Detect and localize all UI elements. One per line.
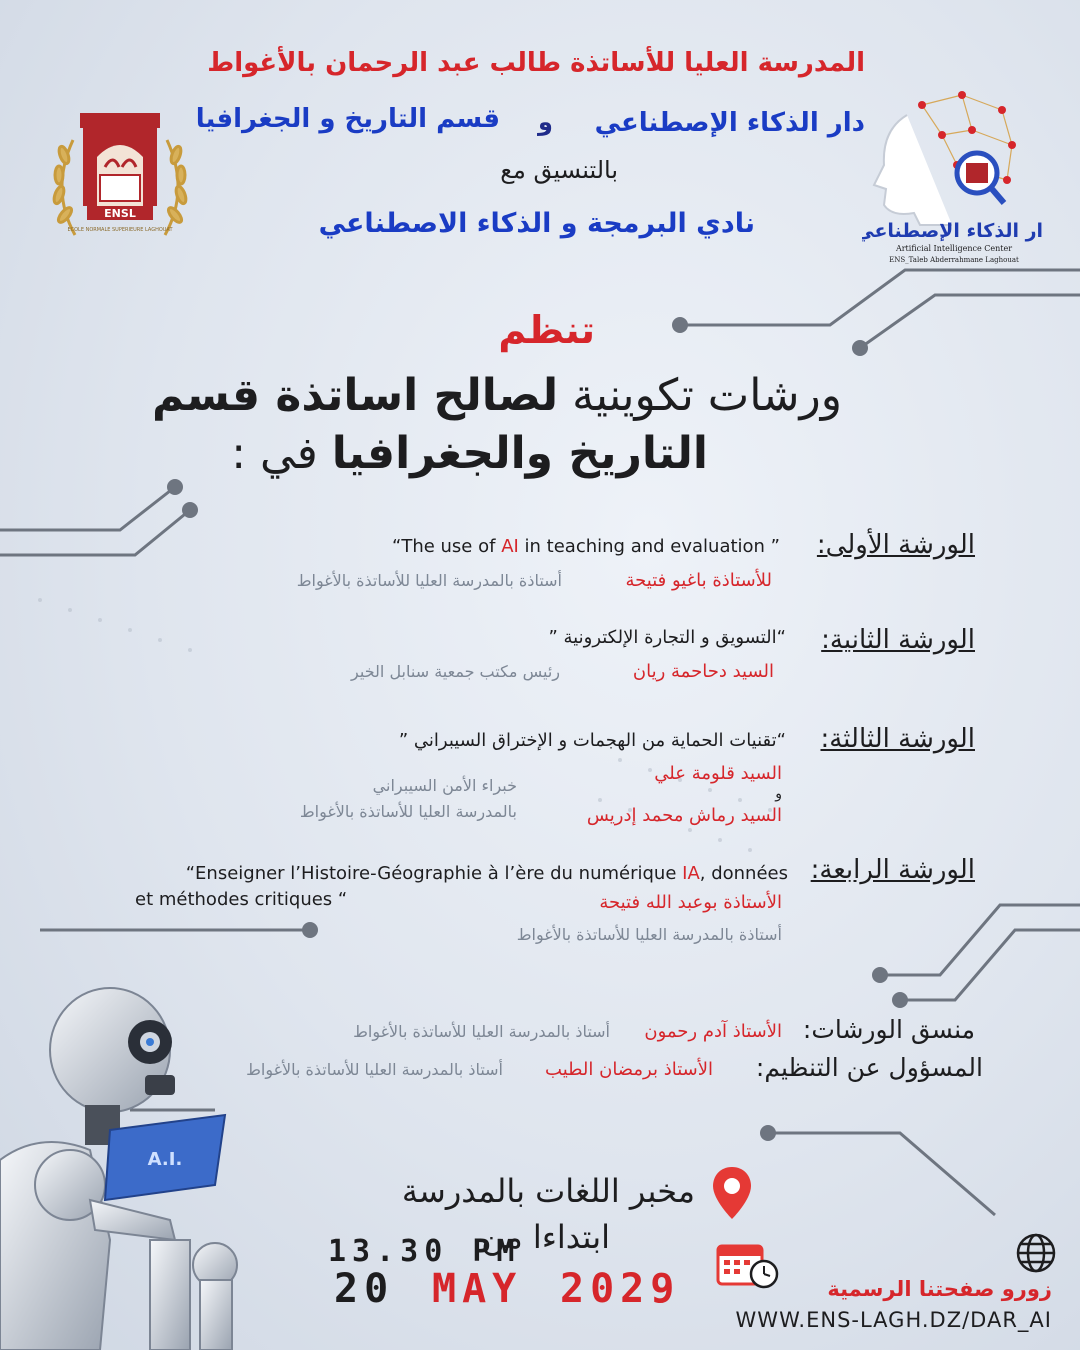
intro-line-2 bbox=[231, 428, 708, 479]
workshop-1-topic-ai: AI bbox=[501, 536, 519, 557]
ai-center-logo bbox=[862, 85, 1042, 265]
ensl-logo-caption: ECOLE NORMALE SUPERIEURE LAGHOUAT bbox=[67, 227, 173, 233]
and-connector: و bbox=[538, 108, 553, 136]
event-year: 2029 bbox=[560, 1266, 681, 1312]
workshop-1-role: أستاذة بالمدرسة العليا للأساتذة بالأغواط bbox=[296, 571, 562, 590]
workshop-4-presenter: الأستاذة بوعبد الله فتيحة bbox=[599, 892, 782, 913]
workshop-1-presenter: للأستاذة باغيو فتيحة bbox=[625, 570, 772, 591]
workshop-2-topic: “التسويق و التجارة الإلكترونية ” bbox=[548, 627, 786, 648]
coordinator-label: منسق الورشات: bbox=[802, 1015, 975, 1044]
ai-logo-en-2: ENS_Taleb Abderrahmane Laghouat bbox=[889, 256, 1019, 264]
workshop-4-topic-line-2: et méthodes critiques “ bbox=[135, 889, 348, 910]
workshop-3-and: و bbox=[775, 786, 782, 802]
coordinator-name: الأستاذ آدم رحمون bbox=[644, 1021, 782, 1042]
footer-url[interactable]: WWW.ENS-LAGH.DZ/DAR_AI bbox=[735, 1308, 1052, 1332]
intro-line-2-regular: في : bbox=[231, 428, 318, 479]
ai-logo-en-1: Artificial Intelligence Center bbox=[895, 244, 1013, 253]
event-month: MAY bbox=[432, 1266, 523, 1312]
responsible-role: أستاذ بالمدرسة العليا للأساتذة بالأغواط bbox=[246, 1060, 503, 1079]
ensl-logo-text: ENSL bbox=[104, 207, 136, 220]
coordination-text: بالتنسيق مع bbox=[500, 156, 618, 184]
event-time: 13.30 PM bbox=[328, 1234, 521, 1269]
workshop-2-role: رئيس مكتب جمعية سنابل الخير bbox=[351, 662, 560, 681]
event-location: مخبر اللغات بالمدرسة bbox=[401, 1172, 695, 1210]
responsible-name: الأستاذ برمضان الطيب bbox=[545, 1059, 713, 1080]
partner-ai-name: دار الذكاء الإصطناعي bbox=[594, 108, 865, 138]
workshop-2-presenter: السيد دحاحمة ريان bbox=[632, 661, 774, 682]
workshop-2-title: الورشة الثانية: bbox=[821, 625, 975, 655]
workshop-3-topic: “تقنيات الحماية من الهجمات و الإختراق السيبراني ” bbox=[398, 730, 786, 751]
workshop-1-title: الورشة الأولى: bbox=[816, 530, 975, 560]
workshop-3-title: الورشة الثالثة: bbox=[820, 724, 975, 754]
ai-logo-arabic: دار الذكاء الإصطناعي bbox=[862, 220, 1042, 242]
intro-line-1-regular: ورشات تكوينية bbox=[572, 370, 842, 421]
footer-visit-text: زورو صفحتنا الرسمية bbox=[827, 1277, 1052, 1301]
workshop-4-topic-line-1 bbox=[186, 863, 788, 884]
workshop-4-title: الورشة الرابعة: bbox=[810, 855, 975, 885]
workshop-1-topic bbox=[392, 536, 780, 557]
event-day: 20 bbox=[334, 1266, 395, 1312]
school-name: المدرسة العليا للأساتذة طالب عبد الرحمان بالأغواط bbox=[207, 48, 865, 78]
responsible-label: المسؤول عن التنظيم: bbox=[755, 1053, 983, 1082]
workshop-1-topic-b: in teaching and evaluation ” bbox=[518, 536, 780, 557]
event-starting-text: ابتداءا من bbox=[481, 1218, 610, 1256]
workshop-3-presenter-2: السيد رماش محمد إدريس bbox=[586, 805, 782, 826]
workshop-4-role: أستاذة بالمدرسة العليا للأساتذة بالأغواط bbox=[516, 925, 782, 944]
location-pin-icon bbox=[710, 1165, 754, 1223]
club-name: نادي البرمجة و الذكاء الاصطناعي bbox=[318, 208, 755, 239]
workshop-4-topic-ia: IA bbox=[682, 863, 700, 884]
partner-dept-name: قسم التاريخ و الجغرافيا bbox=[195, 104, 500, 134]
intro-line-1-bold: لصالح اساتذة قسم bbox=[152, 370, 559, 421]
intro-line-2-bold: التاريخ والجغرافيا bbox=[331, 428, 708, 479]
intro-line-1 bbox=[152, 370, 842, 421]
workshop-4-topic-a: “Enseigner l’Histoire-Géographie à l’ère du numérique bbox=[185, 863, 683, 884]
workshop-1-topic-a: “The use of bbox=[392, 536, 502, 557]
coordinator-role: أستاذ بالمدرسة العليا للأساتذة بالأغواط bbox=[353, 1022, 610, 1041]
workshop-3-role-2: بالمدرسة العليا للأساتذة بالأغواط bbox=[299, 802, 517, 821]
workshop-4-topic-b: , données bbox=[699, 863, 788, 884]
robot-illustration bbox=[0, 980, 260, 1350]
robot-book-label: A.I. bbox=[147, 1149, 183, 1170]
globe-icon bbox=[1015, 1232, 1057, 1274]
ensl-logo bbox=[45, 95, 195, 250]
organizes-heading: تنظم bbox=[498, 308, 595, 352]
workshop-3-presenter-1: السيد قلومة علي bbox=[654, 763, 782, 784]
workshop-3-role-1: خبراء الأمن السيبراني bbox=[372, 776, 517, 795]
calendar-clock-icon bbox=[716, 1240, 780, 1290]
